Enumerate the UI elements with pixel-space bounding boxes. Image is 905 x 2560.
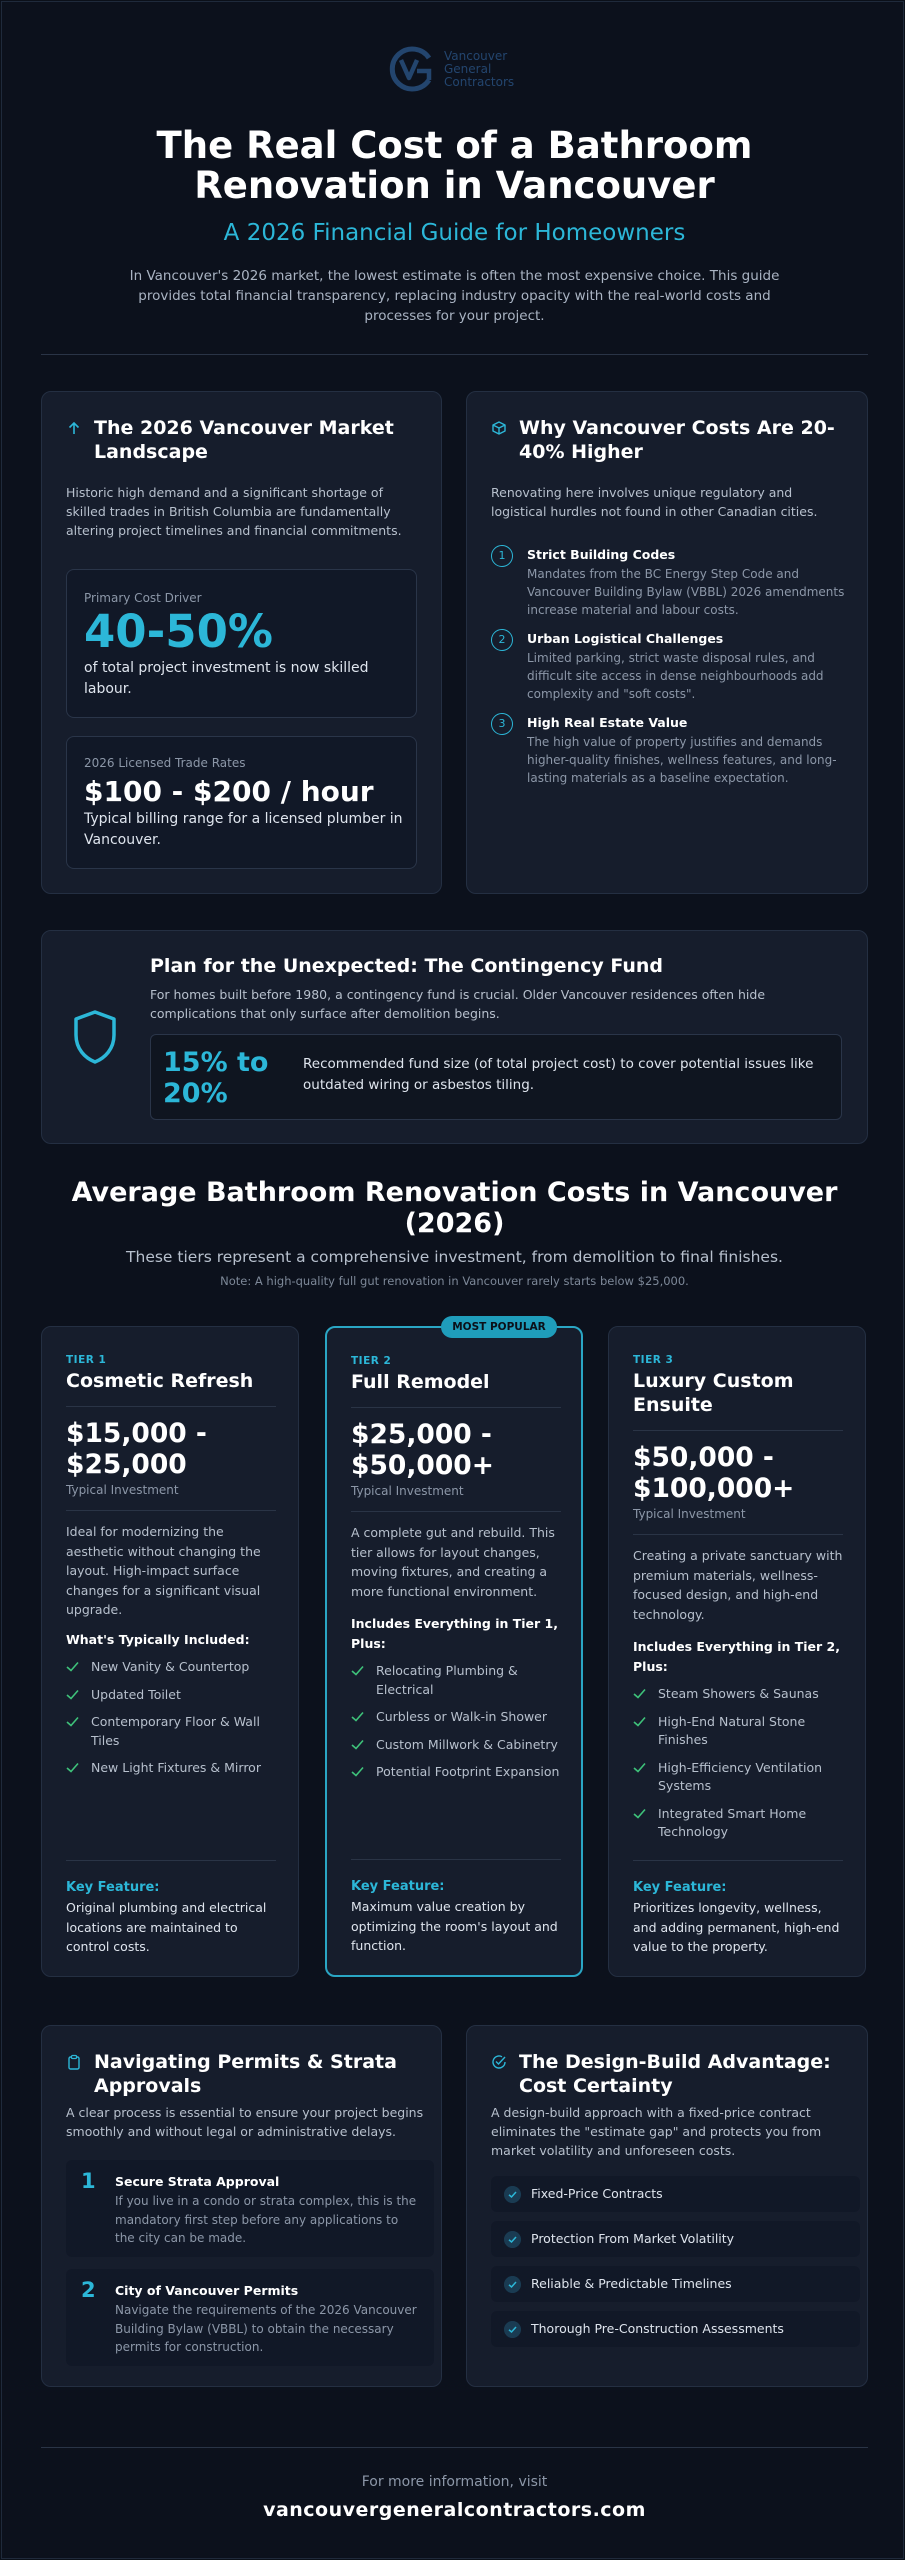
costs-section-title: Average Bathroom Renovation Costs in Vancouver (2026): [71, 1177, 838, 1239]
divider: [351, 1407, 561, 1408]
market-card-description: Historic high demand and a significant shortage of skilled trades in British Columbia are fundamentally altering project timelines and financial commitments.: [66, 485, 402, 538]
check-icon: [66, 1762, 79, 1773]
advantage-text: Reliable & Predictable Timelines: [531, 2276, 732, 2291]
check-icon: [351, 1739, 364, 1750]
stat-label: 2026 Licensed Trade Rates: [84, 756, 246, 770]
tier-tag: TIER 2: [351, 1355, 392, 1367]
list-item: High-End Natural Stone Finishes: [633, 1713, 848, 1750]
check-icon: [351, 1766, 364, 1777]
check-badge-icon: [504, 2231, 521, 2248]
trade-rates-stat: [66, 736, 417, 869]
design-build-card: [466, 2025, 868, 2387]
advantage-item: [491, 2311, 860, 2347]
list-item: Integrated Smart Home Technology: [633, 1805, 848, 1842]
tier-price: $25,000 - $50,000+: [351, 1419, 494, 1481]
stat-text: Typical billing range for a licensed plumber in Vancouver.: [84, 811, 403, 848]
step-title: Secure Strata Approval: [115, 2174, 280, 2189]
design-build-card-title: The Design-Build Advantage: Cost Certainty: [519, 2051, 831, 2097]
most-popular-badge: MOST POPULAR: [441, 1316, 557, 1338]
list-item: New Light Fixtures & Mirror: [66, 1759, 281, 1778]
brand-logo: [387, 44, 514, 94]
reason-title: Strict Building Codes: [527, 547, 676, 562]
why-card-description: Renovating here involves unique regulatory and logistical hurdles not found in other Canadian cities.: [491, 485, 818, 519]
costs-section-note: Note: A high-quality full gut renovation in Vancouver rarely starts below $25,000.: [220, 1274, 689, 1288]
divider: [633, 1860, 843, 1861]
stat-label: Primary Cost Driver: [84, 591, 202, 605]
tier-tag: TIER 3: [633, 1354, 674, 1366]
step-text: If you live in a condo or strata complex, this is the mandatory first step before any applications to the city can be made.: [115, 2194, 417, 2245]
divider: [66, 1510, 276, 1511]
typical-investment-label: Typical Investment: [351, 1484, 464, 1498]
check-icon: [66, 1689, 79, 1700]
tier-price: $50,000 - $100,000+: [633, 1442, 795, 1504]
divider: [351, 1859, 561, 1860]
list-item: Contemporary Floor & Wall Tiles: [66, 1713, 281, 1750]
contingency-title: Plan for the Unexpected: The Contingency Fund: [150, 955, 664, 977]
key-feature-text: Original plumbing and electrical locations are maintained to control costs.: [66, 1900, 267, 1954]
permits-card-description: A clear process is essential to ensure your project begins smoothly and without legal or administrative delays.: [66, 2105, 424, 2139]
page-title: The Real Cost of a Bathroom Renovation in Vancouver: [156, 124, 753, 207]
clipboard-icon: [66, 2054, 82, 2070]
step-title: City of Vancouver Permits: [115, 2283, 299, 2298]
check-circle-icon: [491, 2054, 507, 2070]
list-item: High-Efficiency Ventilation Systems: [633, 1759, 848, 1796]
contingency-range: 15% to 20%: [163, 1047, 269, 1109]
list-item: New Vanity & Countertop: [66, 1658, 281, 1677]
tier-description: Ideal for modernizing the aesthetic without changing the layout. High-impact surface changes for a significant visual upgrade.: [66, 1524, 261, 1617]
market-card-title: The 2026 Vancouver Market Landscape: [94, 417, 394, 463]
list-item: Relocating Plumbing & Electrical: [351, 1662, 566, 1699]
stat-value: 40-50%: [84, 605, 274, 658]
check-badge-icon: [504, 2321, 521, 2338]
list-item: Potential Footprint Expansion: [351, 1763, 566, 1782]
divider: [351, 1511, 561, 1512]
check-icon: [633, 1808, 646, 1819]
key-feature-label: Key Feature:: [633, 1880, 727, 1895]
why-costs-higher-card: [466, 391, 868, 894]
check-badge-icon: [504, 2186, 521, 2203]
advantage-item: [491, 2221, 860, 2257]
included-label: Includes Everything in Tier 2, Plus:: [633, 1639, 840, 1674]
reason-text: The high value of property justifies and demands higher-quality finishes, wellness features, and long-lasting materials as a baseline expectation.: [527, 735, 837, 785]
typical-investment-label: Typical Investment: [633, 1507, 746, 1521]
contingency-description: For homes built before 1980, a contingency fund is crucial. Older Vancouver residences often hide complications that only surface after demolition begins.: [150, 987, 766, 1021]
shield-icon: [71, 1008, 119, 1066]
contingency-stat: [150, 1034, 842, 1120]
included-label: Includes Everything in Tier 1, Plus:: [351, 1616, 558, 1651]
divider: [633, 1430, 843, 1431]
check-badge-icon: [504, 2276, 521, 2293]
infographic-page: [1, 1, 904, 2559]
reason-text: Mandates from the BC Energy Step Code and Vancouver Building Bylaw (VBBL) 2026 amendments increase material and labour costs.: [527, 567, 845, 617]
tier-card-cosmetic: [41, 1326, 299, 1977]
permits-card: [41, 2025, 442, 2387]
labour-cost-stat: [66, 569, 417, 718]
key-feature-text: Maximum value creation by optimizing the room's layout and function.: [351, 1899, 558, 1953]
why-card-header: [491, 416, 851, 464]
advantage-item: [491, 2266, 860, 2302]
list-item: Updated Toilet: [66, 1686, 281, 1705]
tier-description: Creating a private sanctuary with premium materials, wellness-focused design, and high-end technology.: [633, 1548, 843, 1622]
included-label: What's Typically Included:: [66, 1632, 250, 1647]
market-card-header: [66, 416, 426, 464]
advantage-text: Fixed-Price Contracts: [531, 2186, 663, 2201]
key-feature-label: Key Feature:: [66, 1880, 160, 1895]
included-list: [66, 1658, 281, 1787]
tier-tag: TIER 1: [66, 1354, 107, 1366]
permits-card-header: [66, 2050, 426, 2098]
reason-text: Limited parking, strict waste disposal rules, and difficult site access in dense neighbourhoods add complexity and "soft costs".: [527, 651, 824, 701]
reason-number: 2: [491, 629, 513, 651]
design-build-card-description: A design-build approach with a fixed-price contract eliminates the "estimate gap" and protects you from market volatility and unforeseen costs.: [491, 2105, 822, 2158]
reason-title: Urban Logistical Challenges: [527, 631, 724, 646]
key-feature-label: Key Feature:: [351, 1879, 445, 1894]
list-item: Custom Millwork & Cabinetry: [351, 1736, 566, 1755]
logo-wordmark: Vancouver General Contractors: [444, 48, 515, 89]
design-build-card-header: [491, 2050, 851, 2098]
tier-card-full-remodel: [325, 1321, 583, 1977]
contingency-text: Recommended fund size (of total project cost) to cover potential issues like outdated wiring or asbestos tiling.: [303, 1056, 814, 1093]
divider: [41, 354, 868, 355]
market-landscape-card: [41, 391, 442, 894]
check-icon: [351, 1665, 364, 1676]
list-item: Curbless or Walk-in Shower: [351, 1708, 566, 1727]
advantage-text: Thorough Pre-Construction Assessments: [531, 2321, 784, 2336]
tier-name: Cosmetic Refresh: [66, 1370, 254, 1392]
tier-card-luxury: [608, 1326, 866, 1977]
step-number: 2: [81, 2278, 96, 2302]
contingency-fund-card: [41, 930, 868, 1144]
check-icon: [66, 1661, 79, 1672]
permits-card-title: Navigating Permits & Strata Approvals: [94, 2051, 397, 2097]
step-text: Navigate the requirements of the 2026 Vancouver Building Bylaw (VBBL) to obtain the necessary permits for construction.: [115, 2303, 417, 2354]
stat-text: of total project investment is now skilled labour.: [84, 660, 369, 697]
divider: [633, 1534, 843, 1535]
permit-step: [66, 2160, 434, 2257]
footer-website-link[interactable]: vancouvergeneralcontractors.com: [263, 2499, 646, 2521]
included-list: [633, 1685, 848, 1851]
tier-name: Full Remodel: [351, 1371, 490, 1393]
included-list: [351, 1662, 566, 1791]
reason-number: 1: [491, 545, 513, 567]
check-icon: [633, 1716, 646, 1727]
divider: [66, 1406, 276, 1407]
arrow-up-icon: [66, 420, 82, 436]
tier-name: Luxury Custom Ensuite: [633, 1370, 794, 1416]
footer-text: For more information, visit: [361, 2474, 548, 2490]
permit-step: [66, 2269, 434, 2366]
reason-number: 3: [491, 713, 513, 735]
check-icon: [351, 1711, 364, 1722]
step-number: 1: [81, 2169, 96, 2193]
costs-section-subtitle: These tiers represent a comprehensive investment, from demolition to final finishes.: [126, 1248, 783, 1266]
typical-investment-label: Typical Investment: [66, 1483, 179, 1497]
why-card-title: Why Vancouver Costs Are 20-40% Higher: [519, 417, 835, 463]
divider: [66, 1860, 276, 1861]
check-icon: [66, 1716, 79, 1727]
check-icon: [633, 1762, 646, 1773]
divider: [41, 2447, 868, 2448]
intro-text: In Vancouver's 2026 market, the lowest estimate is often the most expensive choice. This guide provides total financial transparency, replacing industry opacity with the real-world costs and processes for your project.: [129, 268, 780, 324]
advantage-text: Protection From Market Volatility: [531, 2231, 735, 2246]
list-item: Steam Showers & Saunas: [633, 1685, 848, 1704]
tier-description: A complete gut and rebuild. This tier allows for layout changes, moving fixtures, and creating a more functional environment.: [351, 1525, 555, 1599]
check-icon: [633, 1688, 646, 1699]
tier-price: $15,000 - $25,000: [66, 1418, 207, 1480]
cube-icon: [491, 420, 507, 436]
page-subtitle: A 2026 Financial Guide for Homeowners: [223, 220, 686, 246]
reason-title: High Real Estate Value: [527, 715, 688, 730]
vgc-logo-icon: [387, 44, 437, 94]
advantage-item: [491, 2176, 860, 2212]
key-feature-text: Prioritizes longevity, wellness, and adding permanent, high-end value to the property.: [633, 1900, 840, 1954]
stat-value: $100 - $200 / hour: [84, 775, 374, 808]
